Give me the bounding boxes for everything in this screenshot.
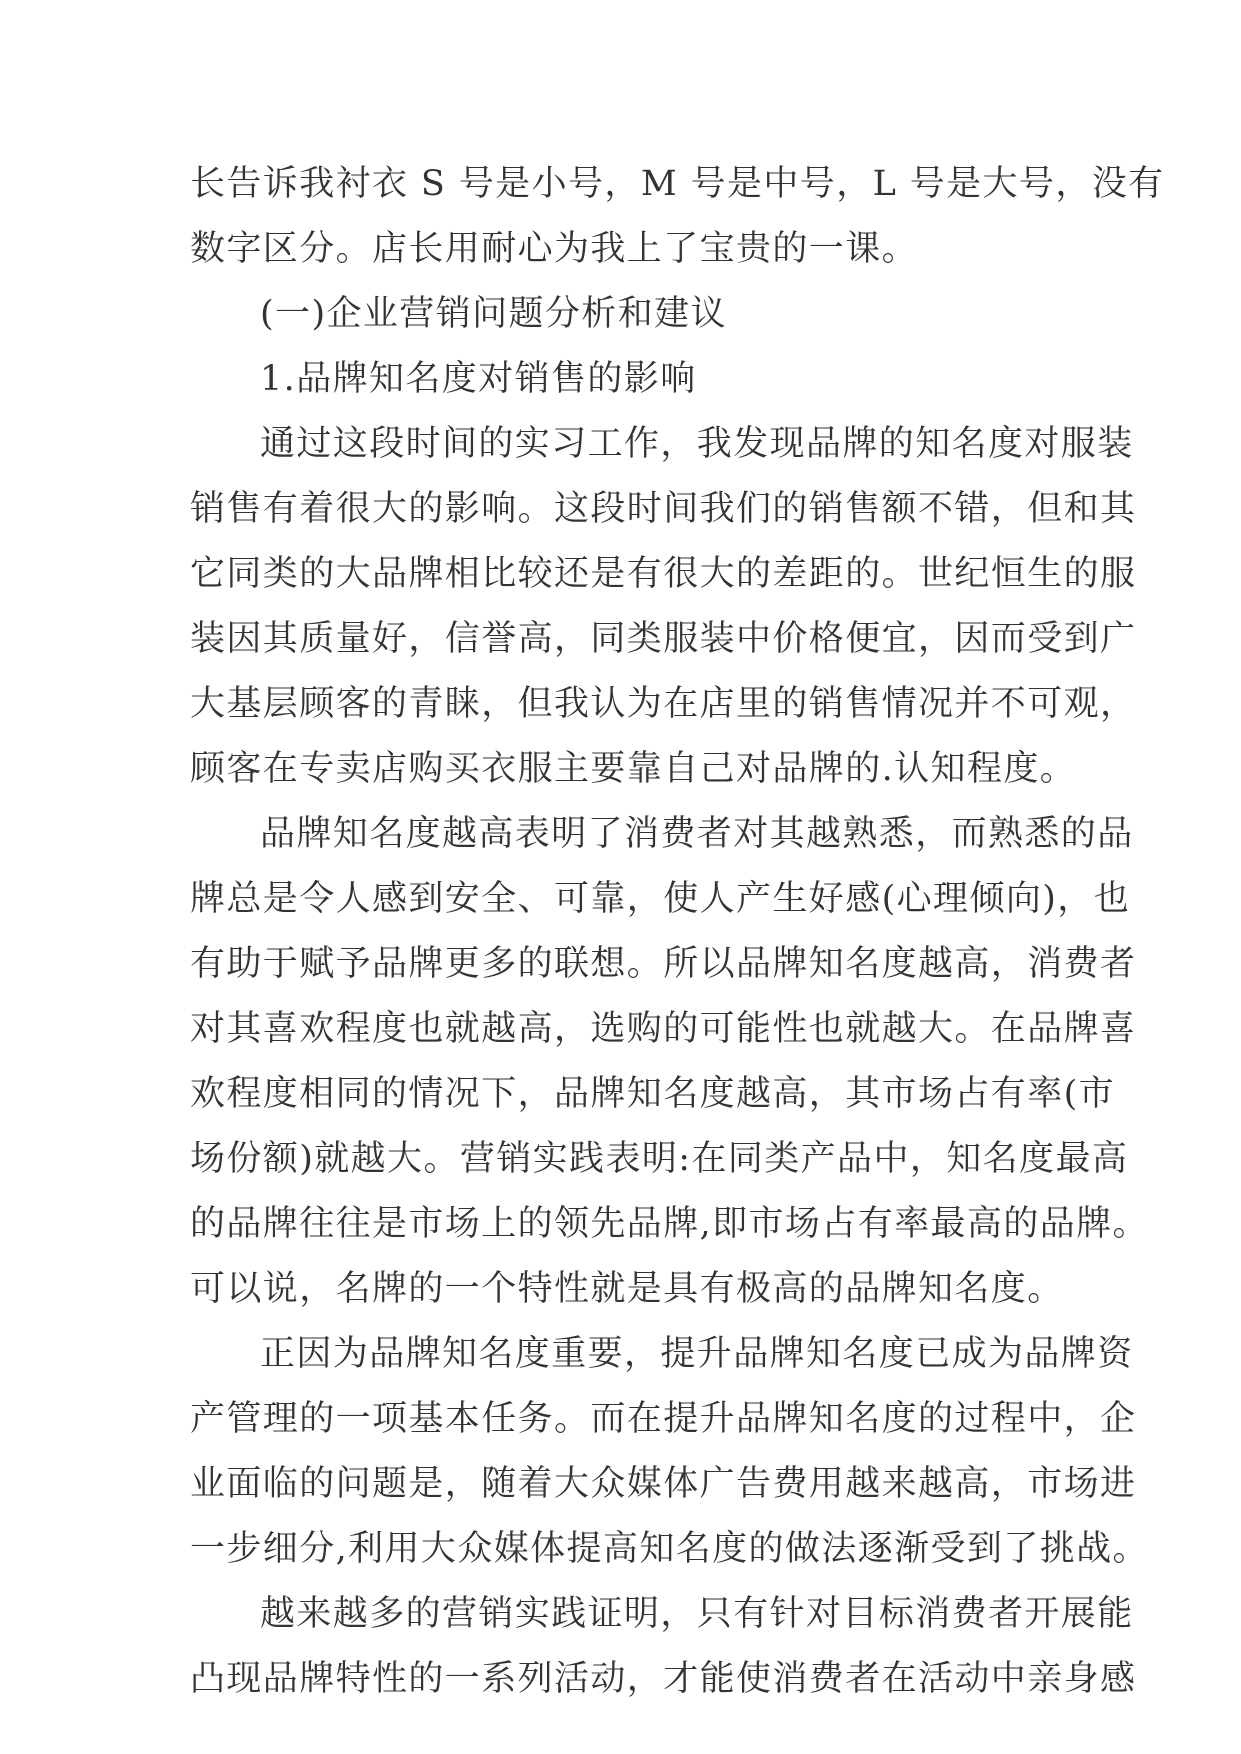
text-line: 它同类的大品牌相比较还是有很大的差距的。世纪恒生的服 (190, 554, 1137, 594)
text-line: 有助于赋予品牌更多的联想。所以品牌知名度越高，消费者 (190, 944, 1137, 984)
text-line: 的品牌往往是市场上的领先品牌,即市场占有率最高的品牌。 (190, 1204, 1149, 1244)
text-line: 场份额)就越大。营销实践表明:在同类产品中，知名度最高 (190, 1139, 1129, 1179)
text-line: 长告诉我衬衣 S 号是小号，M 号是中号，L 号是大号，没有 (190, 164, 1165, 204)
paragraph-continuation (190, 152, 1165, 282)
text-line: 业面临的问题是，随着大众媒体广告费用越来越高，市场进 (190, 1464, 1137, 1504)
paragraph-brand-asset-management (190, 1322, 1149, 1582)
text-line: 顾客在专卖店购买衣服主要靠自己对品牌的.认知程度。 (190, 749, 1077, 789)
paragraph-marketing-practice (190, 1582, 1137, 1712)
text-line: 对其喜欢程度也就越高，选购的可能性也就越大。在品牌喜 (190, 1009, 1137, 1049)
subsection-heading (190, 347, 1070, 412)
paragraph-brand-familiarity (190, 802, 1149, 1322)
text-line: 可以说，名牌的一个特性就是具有极高的品牌知名度。 (190, 1269, 1064, 1309)
text-line: 装因其质量好，信誉高，同类服装中价格便宜，因而受到广 (190, 619, 1137, 659)
text-line: 越来越多的营销实践证明，只有针对目标消费者开展能 (260, 1594, 1134, 1634)
text-line: 一步细分,利用大众媒体提高知名度的做法逐渐受到了挑战。 (190, 1529, 1149, 1569)
section-heading (190, 282, 1070, 347)
text-line: 牌总是令人感到安全、可靠，使人产生好感(心理倾向)，也 (190, 879, 1131, 919)
text-line: 欢程度相同的情况下，品牌知名度越高，其市场占有率(市 (190, 1074, 1116, 1114)
text-line: 数字区分。店长用耐心为我上了宝贵的一课。 (190, 229, 919, 269)
text-line: 销售有着很大的影响。这段时间我们的销售额不错，但和其 (190, 489, 1137, 529)
document-page (190, 152, 1165, 1712)
paragraph-brand-awareness-impact (190, 412, 1137, 802)
text-line: 品牌知名度越高表明了消费者对其越熟悉，而熟悉的品 (260, 814, 1134, 854)
text-line: 凸现品牌特性的一系列活动，才能使消费者在活动中亲身感 (190, 1659, 1137, 1699)
text-line: 1.品牌知名度对销售的影响 (260, 359, 697, 399)
text-line: (一)企业营销问题分析和建议 (260, 294, 727, 334)
text-line: 正因为品牌知名度重要，提升品牌知名度已成为品牌资 (260, 1334, 1134, 1374)
text-line: 通过这段时间的实习工作，我发现品牌的知名度对服装 (260, 424, 1134, 464)
text-line: 大基层顾客的青睐，但我认为在店里的销售情况并不可观， (190, 684, 1137, 724)
text-line: 产管理的一项基本任务。而在提升品牌知名度的过程中，企 (190, 1399, 1137, 1439)
